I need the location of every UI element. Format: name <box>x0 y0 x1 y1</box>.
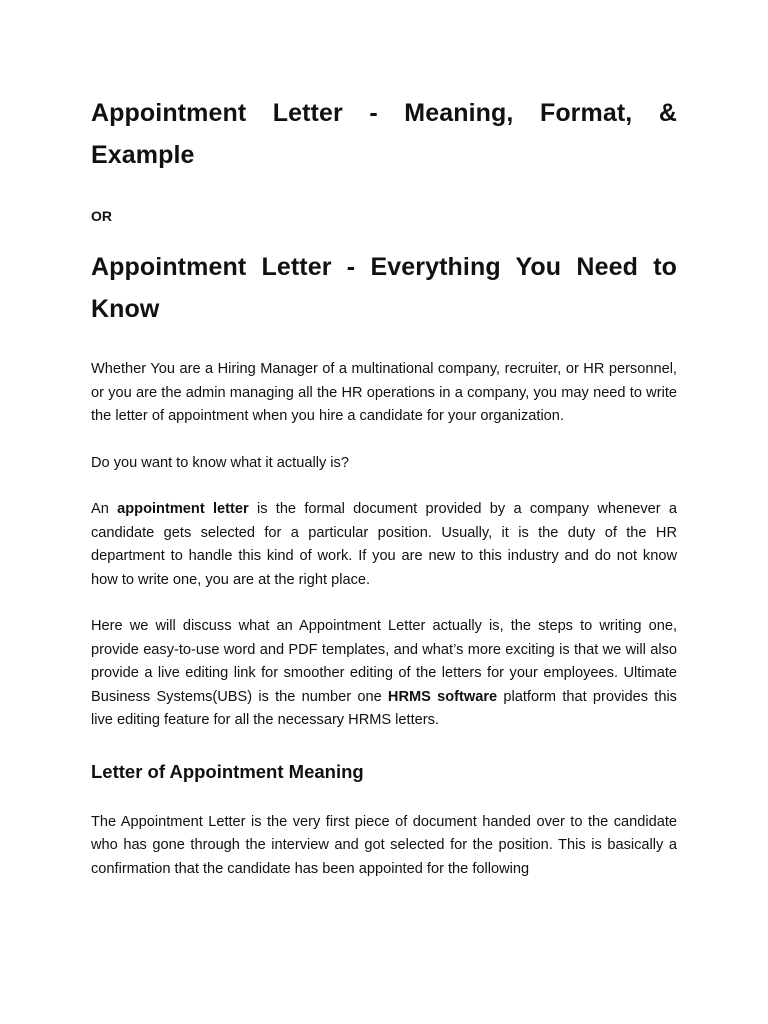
definition-text-start: An <box>91 501 118 517</box>
overview-text-end: platform that provides this live editing feature for all the necessary HRMS letters. <box>91 688 677 728</box>
overview-paragraph <box>91 615 677 733</box>
hrms-software-term: HRMS software <box>387 688 498 705</box>
overview-text-start: Here we will discuss what an Appointment Letter actually is, the steps to writing one, provide easy-to-use word and PDF templates, and what’s more exciting is that we will also provide a live editing link for smoother editing of the letters for your employees. Ultimate Business Systems(UBS) is the number one <box>91 618 677 705</box>
alternate-title: Appointment Letter - Everything You Need to Know <box>91 253 677 323</box>
definition-text-end: is the formal document provided by a company whenever a candidate gets selected for a particular position. Usually, it is the duty of the HR department to handle this kind of work. If you are new to this industry and do not know how to write one, you are at the right place. <box>91 501 678 588</box>
question-paragraph: Do you want to know what it actually is? <box>91 454 349 471</box>
definition-paragraph <box>91 498 677 592</box>
or-separator: OR <box>91 208 112 224</box>
section-heading-meaning: Letter of Appointment Meaning <box>91 760 364 782</box>
meaning-paragraph: The Appointment Letter is the very first piece of document handed over to the candidate who has gone through the interview and got selected for the position. This is basically a confirmation that the candidate has been appointed for the following <box>91 813 677 877</box>
intro-paragraph: Whether You are a Hiring Manager of a multinational company, recruiter, or HR personnel, or you are the admin managing all the HR operations in a company, you may need to write the letter of appointment when you hire a candidate for your organization. <box>91 361 677 424</box>
page-title: Appointment Letter - Meaning, Format, & Example <box>91 99 677 169</box>
appointment-letter-term: appointment letter <box>117 501 249 517</box>
